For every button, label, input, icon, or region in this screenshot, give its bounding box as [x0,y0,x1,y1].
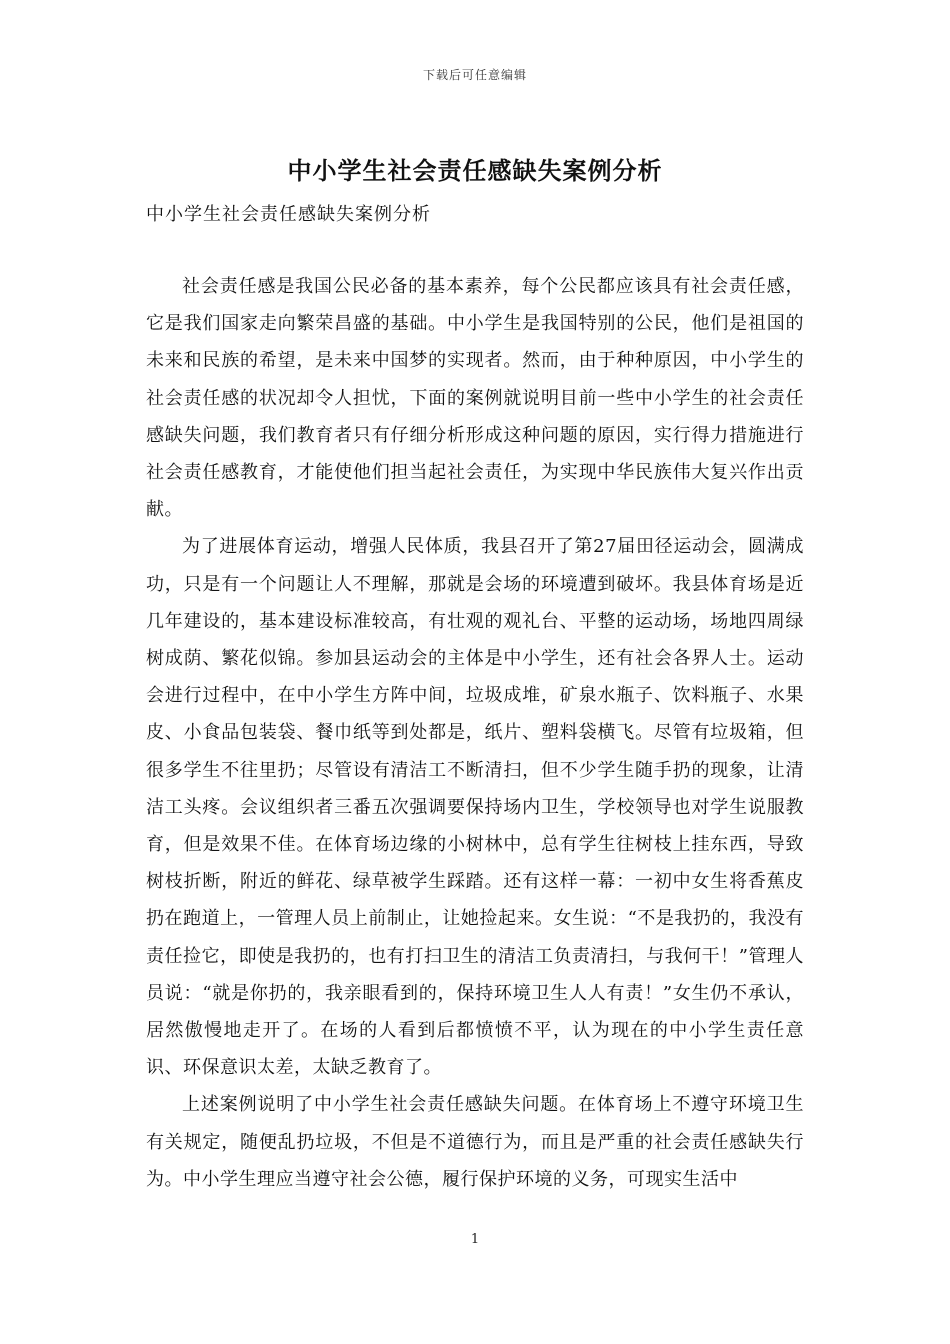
paragraph-case: 为了进展体育运动，增强人民体质，我县召开了第27届田径运动会，圆满成功，只是有一个问题让人不理解，那就是会场的环境遭到破坏。我县体育场是近几年建设的，基本建设标准较高，有壮观的观礼台、平整的运动场，场地四周绿树成荫、繁花似锦。参加县运动会的主体是中小学生，还有社会各界人士。运动会进行过程中，在中小学生方阵中间，垃圾成堆，矿泉水瓶子、饮料瓶子、水果皮、小食品包装袋、餐巾纸等到处都是，纸片、塑料袋横飞。尽管有垃圾箱，但很多学生不往里扔；尽管设有清洁工不断清扫，但不少学生随手扔的现象，让清洁工头疼。会议组织者三番五次强调要保持场内卫生，学校领导也对学生说服教育，但是效果不佳。在体育场边缘的小树林中，总有学生往树枝上挂东西，导致树枝折断，附近的鲜花、绿草被学生踩踏。还有这样一幕：一初中女生将香蕉皮扔在跑道上，一管理人员上前制止，让她捡起来。女生说：“不是我扔的，我没有责任捡它，即使是我扔的，也有打扫卫生的清洁工负责清扫，与我何干！”管理人员说：“就是你扔的，我亲眼看到的，保持环境卫生人人有责！”女生仍不承认，居然傲慢地走开了。在场的人看到后都愤愤不平，认为现在的中小学生责任意识、环保意识太差，太缺乏教育了。 [146,536,804,1079]
document-subtitle: 中小学生社会责任感缺失案例分析 [146,204,431,225]
document-body [146,268,804,1198]
document-title: 中小学生社会责任感缺失案例分析 [287,156,663,185]
paragraph-analysis: 上述案例说明了中小学生社会责任感缺失问题。在体育场上不遵守环境卫生有关规定，随便乱扔垃圾，不但是不道德行为，而且是严重的社会责任感缺失行为。中小学生理应当遵守社会公德，履行保护环境的义务，可现实生活中 [146,1094,804,1190]
paragraph-intro: 社会责任感是我国公民必备的基本素养，每个公民都应该具有社会责任感，它是我们国家走向繁荣昌盛的基础。中小学生是我国特别的公民，他们是祖国的未来和民族的希望，是未来中国梦的实现者。然而，由于种种原因，中小学生的社会责任感的状况却令人担忧，下面的案例就说明目前一些中小学生的社会责任感缺失问题，我们教育者只有仔细分析形成这种问题的原因，实行得力措施进行社会责任感教育，才能使他们担当起社会责任，为实现中华民族伟大复兴作出贡献。 [146,276,804,521]
page-number: 1 [470,1232,480,1247]
page-header-note: 下载后可任意编辑 [422,68,527,82]
